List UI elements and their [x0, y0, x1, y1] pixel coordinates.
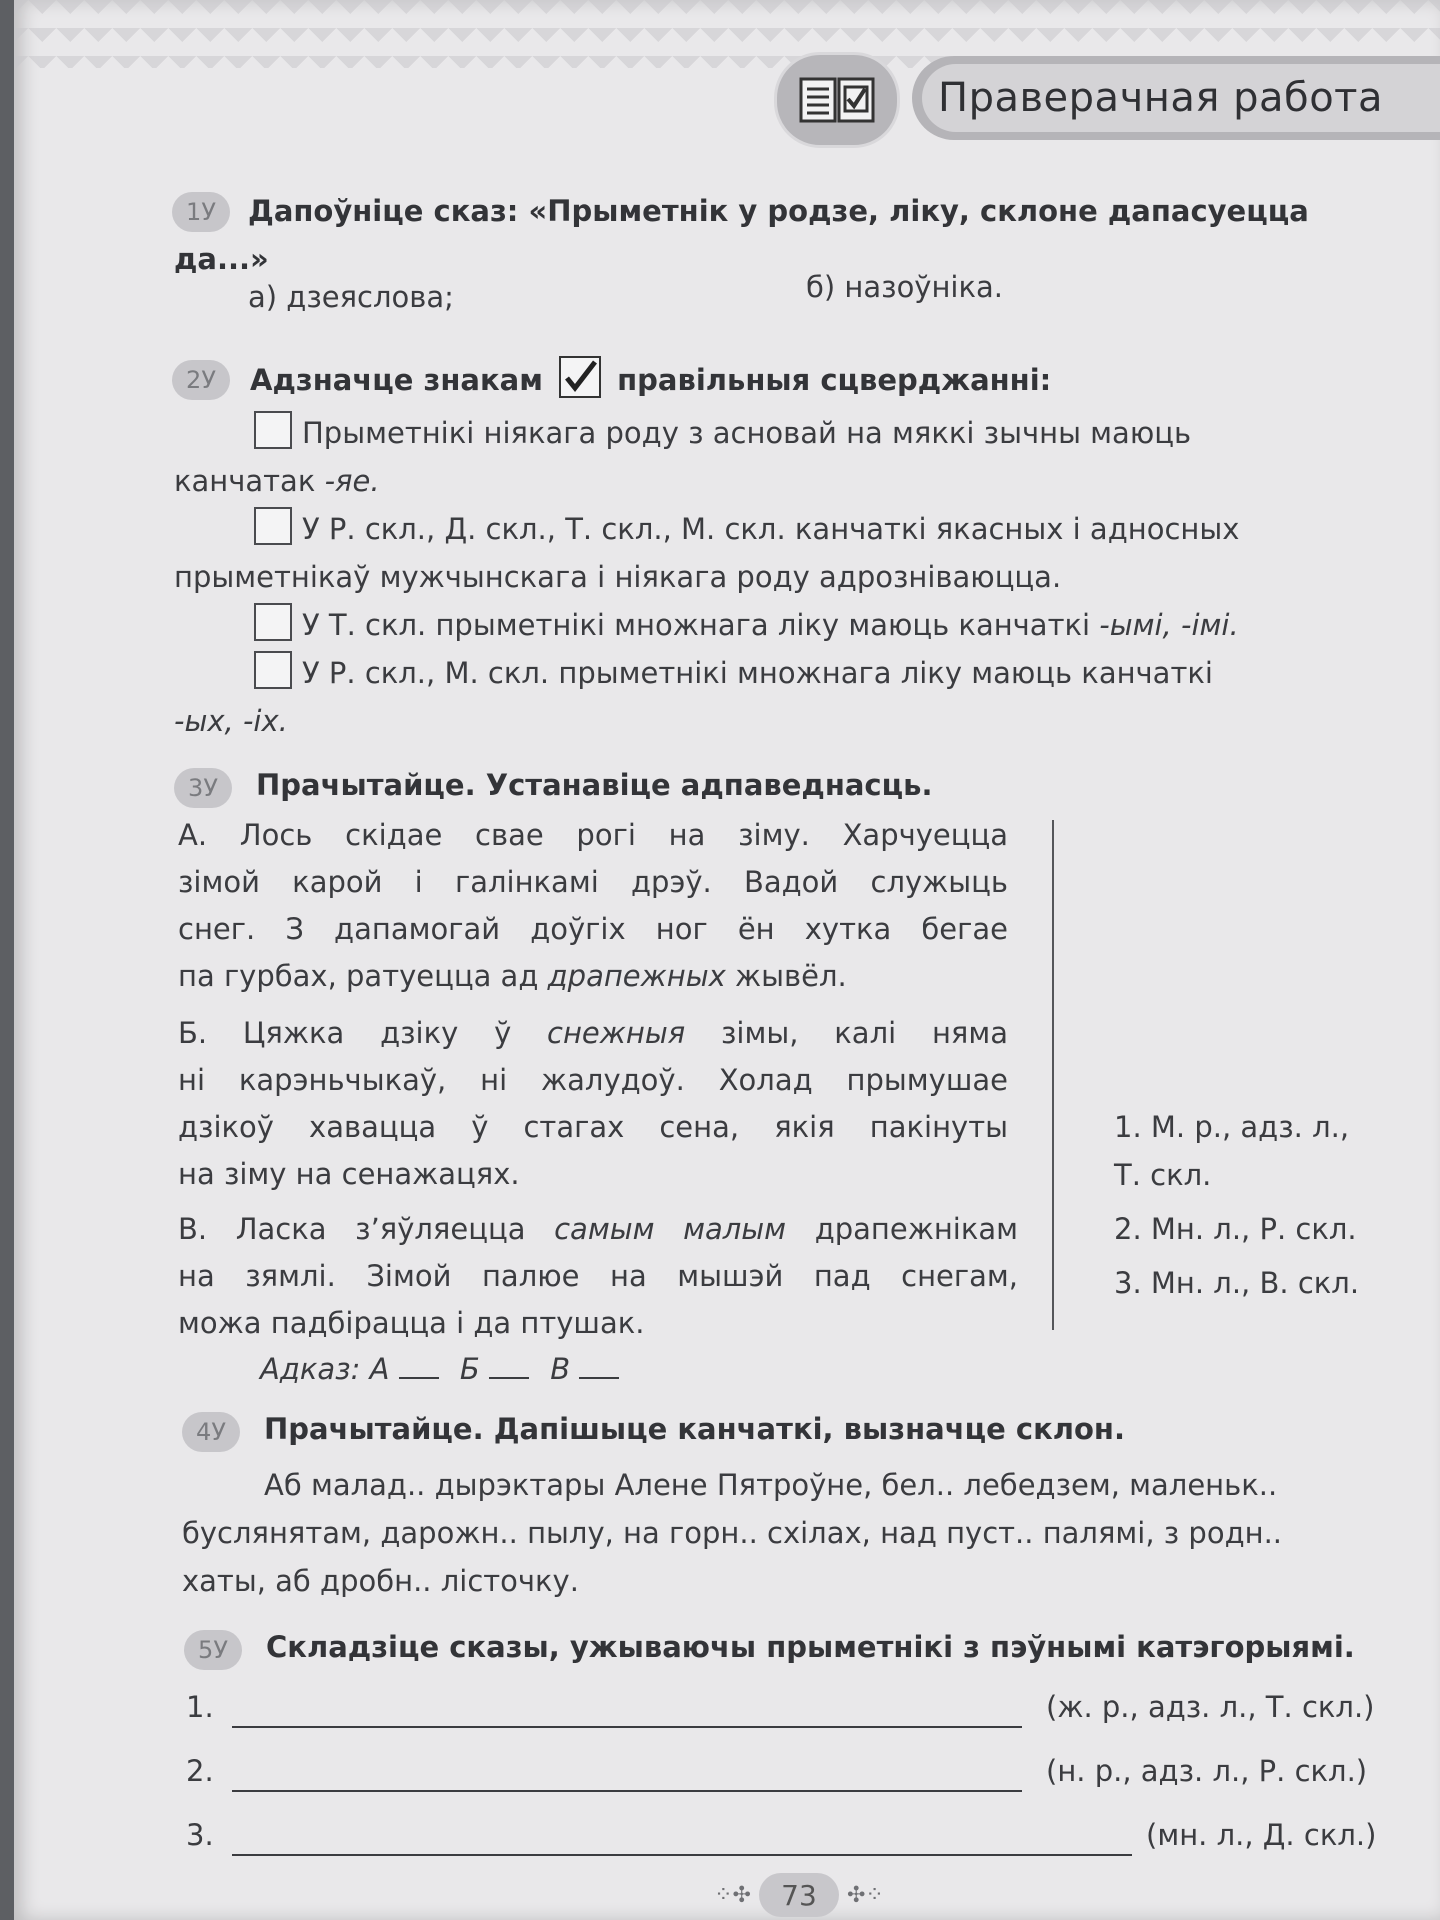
book-spine [0, 0, 14, 1920]
statement-4: У Р. скл., М. скл. прыметнікі множнага ліку маюць канчаткі [254, 650, 1213, 697]
page-footer [704, 1872, 894, 1918]
title-pill [912, 56, 1440, 140]
task-number: 2У [172, 360, 230, 400]
column-divider [1052, 820, 1054, 1330]
item-number: 3. [186, 1818, 214, 1852]
task-question: Прачытайце. Устанавіце адпаведнасць. [256, 768, 933, 802]
task-number: 1У [172, 192, 230, 232]
page-title: Праверачная работа [922, 64, 1440, 132]
option-b: б) назоўніка. [806, 270, 1003, 304]
option-2: 2. Мн. л., Р. скл. [1114, 1212, 1357, 1246]
answer-blank-a[interactable] [399, 1377, 439, 1379]
statement-1-cont: канчатак -яе. [174, 464, 380, 498]
answer-line-2[interactable] [232, 1790, 1022, 1792]
statement-4-cont: -ых, -іх. [174, 704, 288, 738]
item-number: 1. [186, 1690, 214, 1724]
item-hint: (н. р., адз. л., Р. скл.) [1046, 1754, 1368, 1788]
task-question: Складзіце сказы, ужываючы прыметнікі з пэўнымі катэгорыямі. [266, 1630, 1355, 1664]
option-3: 3. Мн. л., В. скл. [1114, 1266, 1360, 1300]
page-number: 73 [759, 1873, 839, 1917]
section-header [774, 52, 1440, 142]
task-question: Прачытайце. Дапішыце канчаткі, вызначце склон. [264, 1412, 1125, 1446]
option-a: а) дзеяслова; [248, 280, 454, 314]
open-book-checkmark-icon [774, 52, 900, 148]
item-hint: (мн. л., Д. скл.) [1146, 1818, 1377, 1852]
text-line-3: хаты, аб дробн.. лісточку. [182, 1564, 579, 1598]
task-question-cont: да...» [174, 242, 269, 276]
question-start: Адзначце знакам [250, 363, 543, 397]
text-b: Б. Цяжка дзіку ў снежныя зімы, калі няма ні карэньчыкаў, ні жалудоў. Холад прымушае дзікоў хавацца ў стагах сена, якія пакінуты на зіму на сенажацях. [178, 1016, 1009, 1191]
question-end: правільныя сцверджанні: [617, 363, 1052, 397]
task-number: 3У [174, 768, 232, 808]
ornament-left-icon: ⁘✣ [714, 1882, 751, 1908]
option-1-cont: Т. скл. [1114, 1158, 1212, 1192]
answer-blank-b[interactable] [489, 1377, 529, 1379]
checkmark-box-icon [559, 356, 601, 398]
text-a: А. Лось скідае свае рогі на зіму. Харчуецца зімой карой і галінкамі дрэў. Вадой служыць снег. З дапамогай доўгіх ног ён хутка бегае па гурбах, ратуецца ад драпежных жывёл. [178, 818, 1008, 993]
text-line-1: Аб малад.. дырэктары Алене Пятроўне, бел.. лебедзем, маленьк.. [264, 1468, 1278, 1502]
statement-checkbox[interactable] [254, 603, 292, 641]
task-number: 4У [182, 1412, 240, 1452]
statement-checkbox[interactable] [254, 651, 292, 689]
item-hint: (ж. р., адз. л., Т. скл.) [1046, 1690, 1375, 1724]
ornament-right-icon: ✣⁘ [847, 1882, 884, 1908]
answer-line-1[interactable] [232, 1726, 1022, 1728]
text-line-2: буслянятам, дарожн.. пылу, на горн.. схілах, над пуст.. палямі, з родн.. [182, 1516, 1283, 1550]
answer-line: Адказ: А Б В [260, 1346, 619, 1393]
statement-2-cont: прыметнікаў мужчынскага і ніякага роду адрозніваюцца. [174, 560, 1062, 594]
answer-blank-v[interactable] [579, 1377, 619, 1379]
match-options [1114, 1100, 1414, 1310]
item-number: 2. [186, 1754, 214, 1788]
statement-1: Прыметнікі ніякага роду з асновай на мяккі зычны маюць [254, 410, 1191, 457]
text-v: В. Ласка з’яўляецца самым малым драпежнікам на зямлі. Зімой палюе на мышэй пад снегам, можа падбірацца і да птушак. [178, 1212, 1019, 1340]
task-question [250, 356, 1051, 401]
answer-line-3[interactable] [232, 1854, 1132, 1856]
statement-checkbox[interactable] [254, 507, 292, 545]
workbook-page [14, 0, 1440, 1920]
task-question: Дапоўніце сказ: «Прыметнік у родзе, ліку, склоне дапасуецца [248, 194, 1309, 228]
statement-3: У Т. скл. прыметнікі множнага ліку маюць канчаткі -ымі, -імі. [254, 602, 1239, 649]
option-1: 1. М. р., адз. л., [1114, 1110, 1350, 1144]
statement-2: У Р. скл., Д. скл., Т. скл., М. скл. канчаткі якасных і адносных [254, 506, 1239, 553]
statement-checkbox[interactable] [254, 411, 292, 449]
task-number: 5У [184, 1630, 242, 1670]
